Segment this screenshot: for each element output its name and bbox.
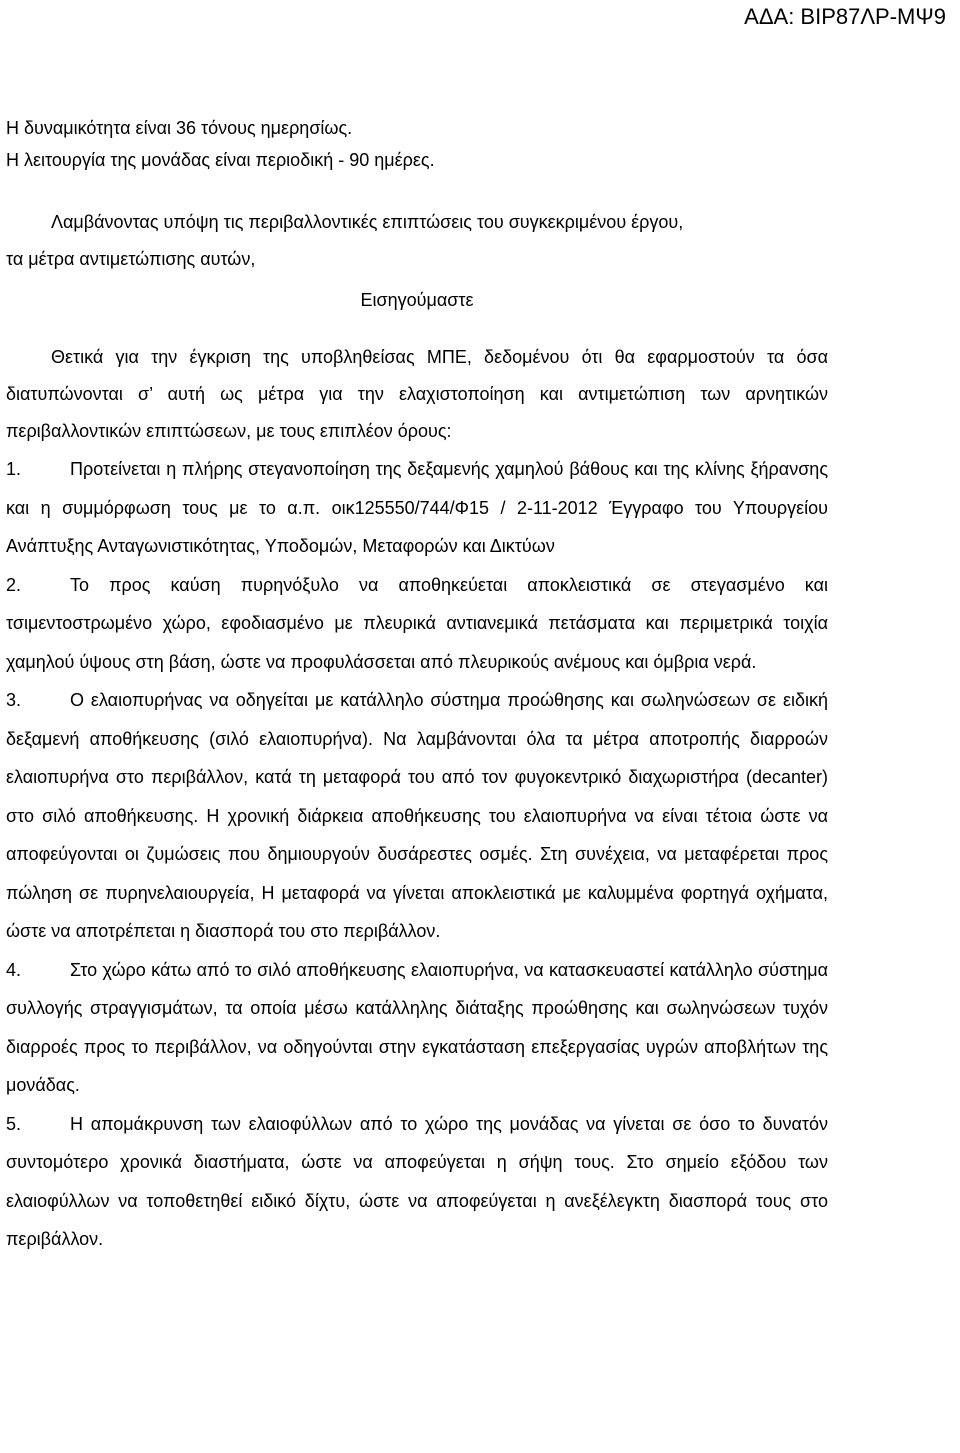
term-text: Στο χώρο κάτω από το σιλό αποθήκευσης ελαιοπυρήνα, να κατασκευαστεί κατάλληλο σύστημα συλλογής στραγγισμάτων, τα οποία μέσω κατάλληλης διάταξης προώθησης και σωληνώσεων τυχόν διαρροές προς το περιβάλλον, να οδηγούνται στην εγκατάσταση επεξεργασίας υγρών αποβλήτων της μονάδας. (6, 959, 828, 1095)
considering-paragraph (6, 204, 828, 278)
term-number: 2. (6, 574, 22, 595)
considering-line-2: τα μέτρα αντιμετώπισης αυτών, (6, 249, 256, 269)
recommend-title: Εισηγούμαστε (360, 290, 474, 310)
term-item (6, 566, 828, 682)
term-number: 1. (6, 459, 22, 479)
term-number: 5. (6, 1113, 22, 1134)
decision-paragraph: Θετικά για την έγκριση της υποβληθείσας ΜΠΕ, δεδομένου ότι θα εφαρμοστούν τα όσα διατυπώνονται σ’ αυτή ως μέτρα για την ελαχιστοποίηση και αντιμετώπιση των αρνητικών περιβαλλοντικών επιπτώσεων, με τους επιπλέον όρους: (6, 347, 828, 441)
term-text: Ο ελαιοπυρήνας να οδηγείται με κατάλληλο σύστημα προώθησης και σωληνώσεων σε ειδική δεξαμενή αποθήκευσης (σιλό ελαιοπυρήνα). Να λαμβάνονται όλα τα μέτρα αποτροπής διαρροών ελαιοπυρήνα στο περιβάλλον, κατά τη μεταφορά του από τον φυγοκεντρικό διαχωριστήρα (decanter) στο σιλό αποθήκευσης. Η χρονική διάρκεια αποθήκευσης του ελαιοπυρήνα να είναι τέτοια ώστε να αποφεύγονται οι ζυμώσεις που δημιουργούν δυσάρεστες οσμές. Στη συνέχεια, να μεταφέρεται προς πώληση σε πυρηνελαιουργεία, Η μεταφορά να γίνεται αποκλειστικά με καλυμμένα φορτηγά οχήματα, ώστε να αποτρέπεται η διασπορά του στο περιβάλλον. (6, 690, 828, 941)
term-text: Προτείνεται η πλήρης στεγανοποίηση της δεξαμενής χαμηλού βάθους και της κλίνης ξήρανσης και η συμμόρφωση τους με το α.π. οικ125550/744/Φ15 / 2-11-2012 Έγγραφο του Υπουργείου Ανάπτυξης Ανταγωνιστικότητας, Υποδομών, Μεταφορών και Δικτύων (6, 459, 828, 556)
operation-line: Η λειτουργία της μονάδας είναι περιοδική - 90 ημέρες. (6, 150, 435, 170)
considering-line-1: Λαμβάνοντας υπόψη τις περιβαλλοντικές επιπτώσεις του συγκεκριμένου έργου, (51, 212, 684, 232)
term-text: Το προς καύση πυρηνόξυλο να αποθηκεύεται αποκλειστικά σε στεγασμένο και τσιμεντοστρωμένο χώρο, εφοδιασμένο με πλευρικά αντιανεμικά πετάσματα και περιμετρικά τοιχία χαμηλού ύψους στη βάση, ώστε να προφυλάσσεται από πλευρικούς ανέμους και όμβρια νερά. (6, 574, 828, 672)
term-number: 3. (6, 690, 22, 710)
document-id-header: ΑΔΑ: ΒΙΡ87ΛΡ-ΜΨ9 (744, 4, 946, 29)
capacity-line: Η δυναμικότητα είναι 36 τόνους ημερησίως. (6, 118, 353, 138)
term-item (6, 951, 828, 1105)
document-body (6, 112, 828, 1259)
term-number: 4. (6, 959, 22, 980)
term-text: Η απομάκρυνση των ελαιοφύλλων από το χώρο της μονάδας να γίνεται σε όσο το δυνατόν συντομότερο χρονικά διαστήματα, ώστε να αποφεύγεται η σήψη τους. Στο σημείο εξόδου των ελαιοφύλλων να τοποθετηθεί ειδικό δίχτυ, ώστε να αποφεύγεται η ανεξέλεγκτη διασπορά τους στο περιβάλλον. (6, 1113, 828, 1249)
term-item (6, 681, 828, 951)
term-item (6, 1105, 828, 1259)
term-item (6, 450, 828, 566)
